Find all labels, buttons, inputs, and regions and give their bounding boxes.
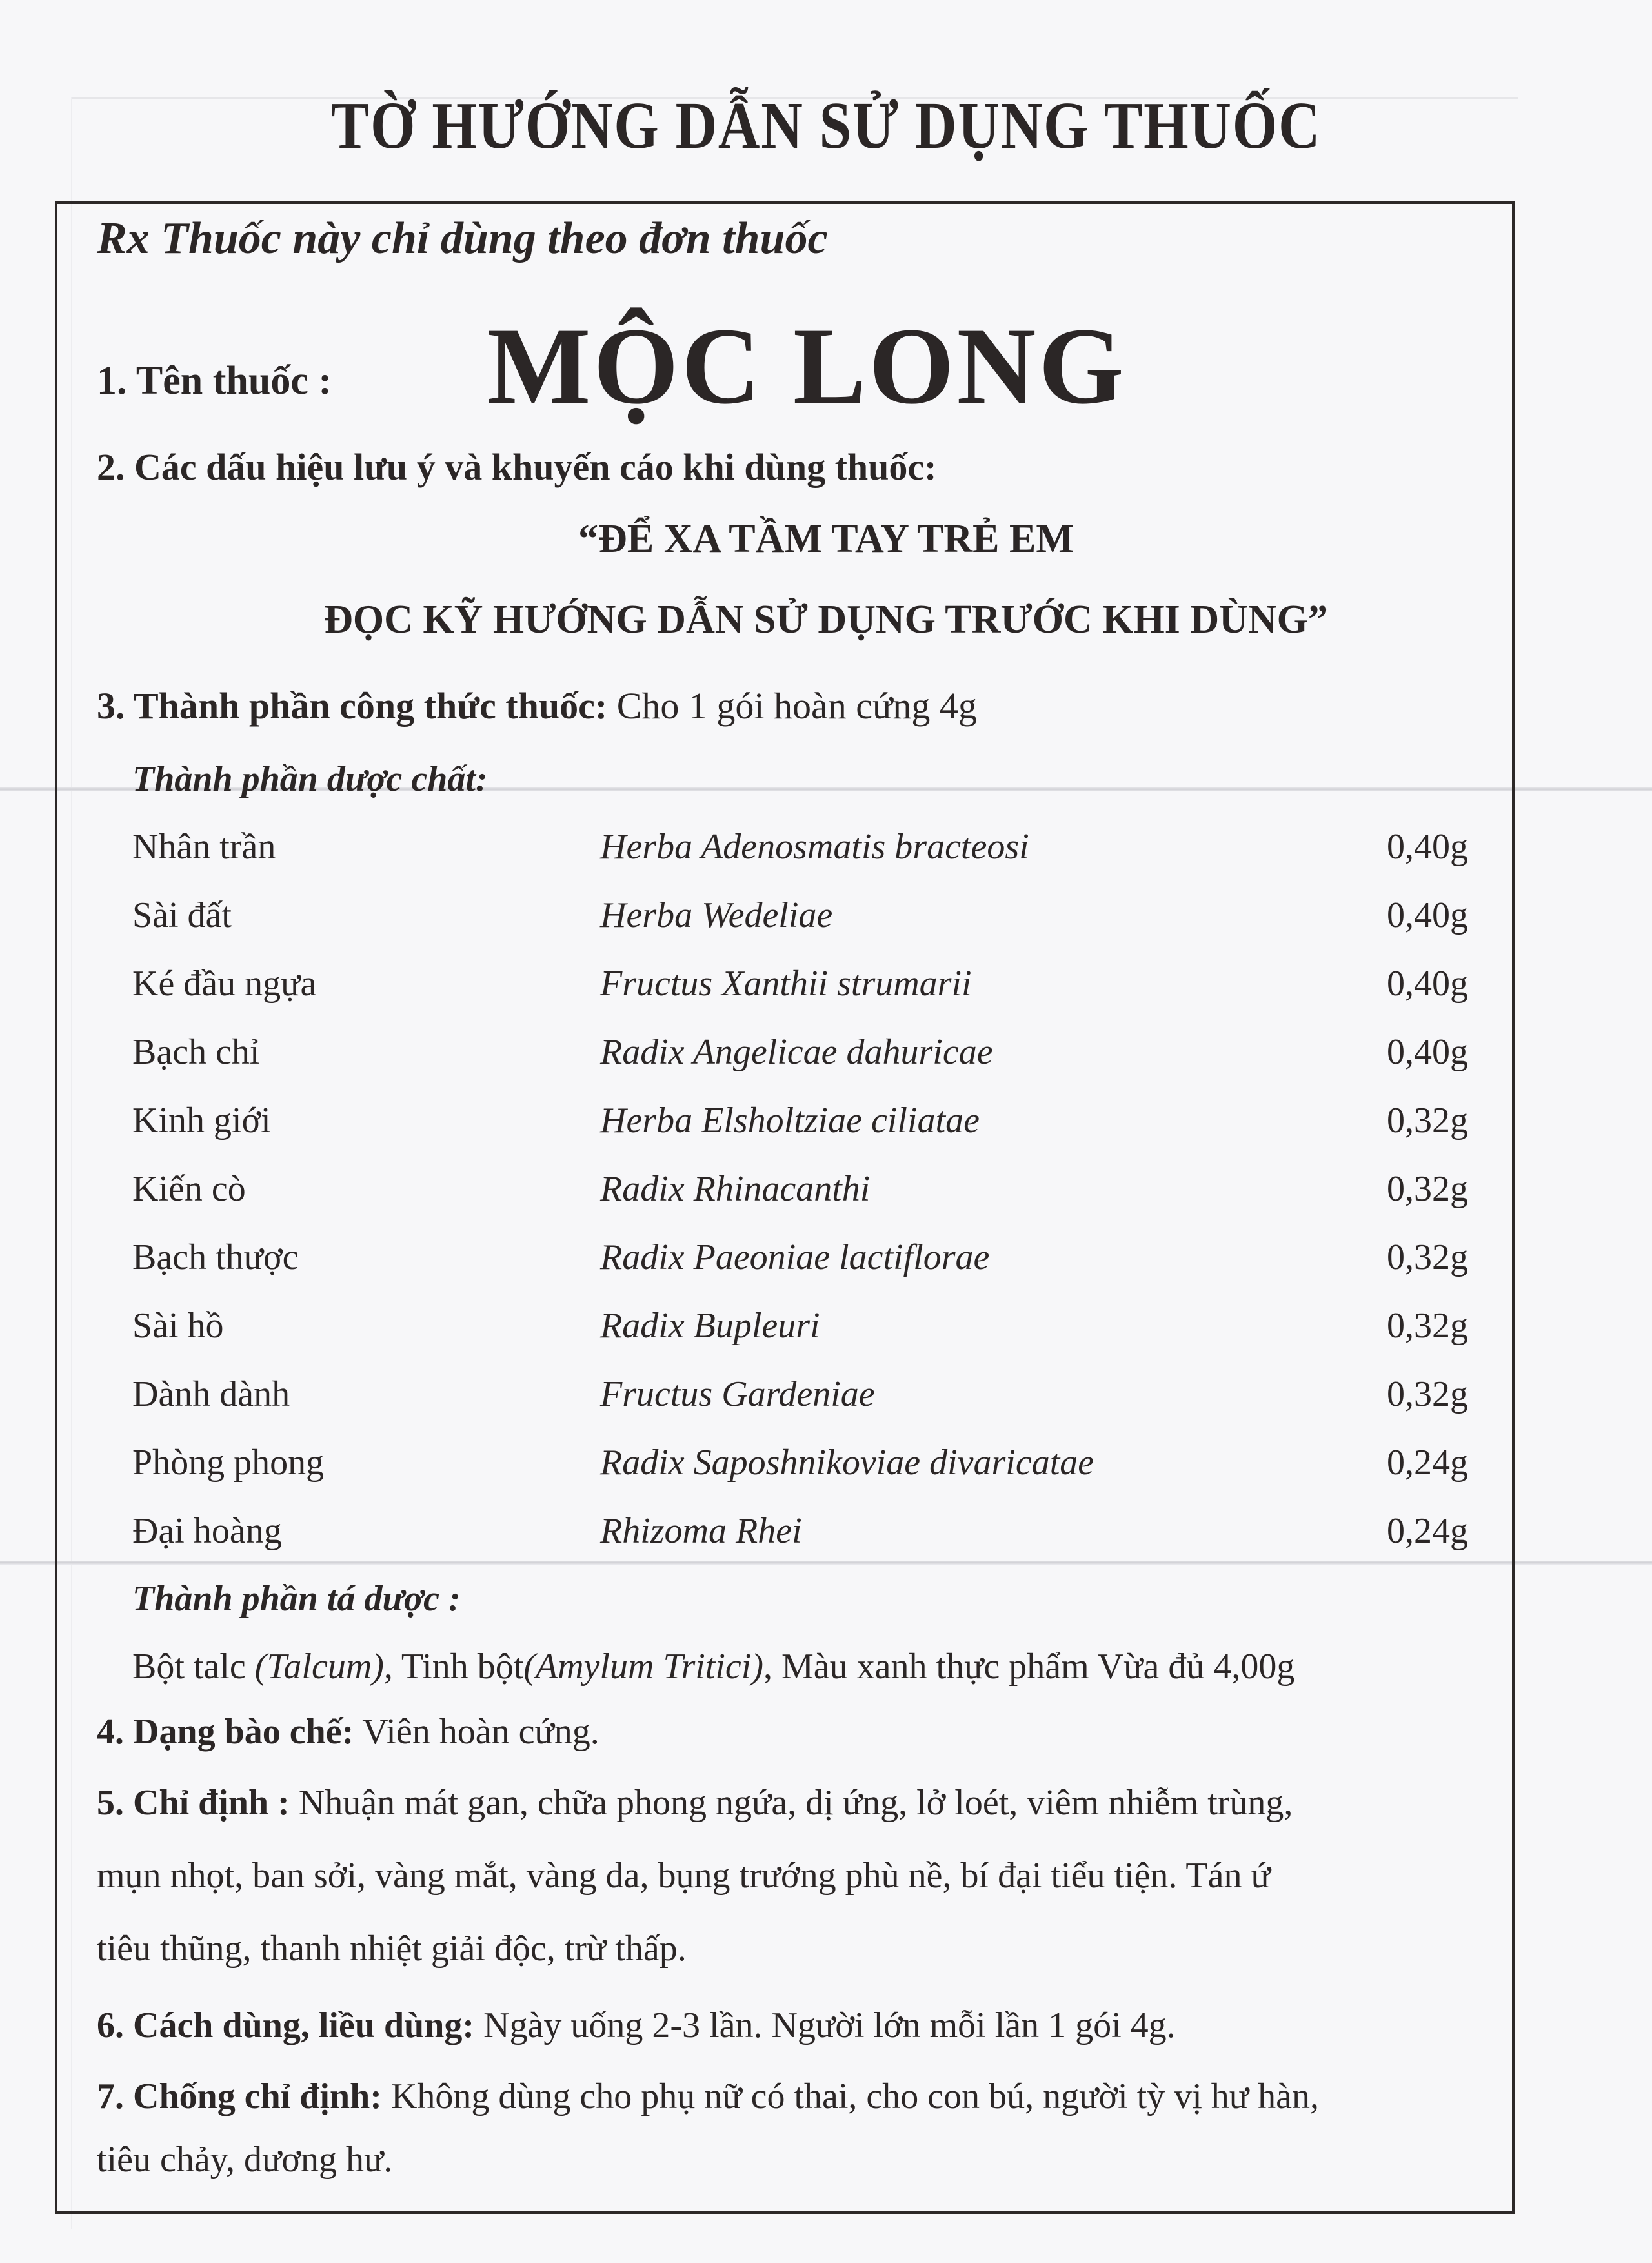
ingredient-latin-name: Rhizoma Rhei	[600, 1511, 802, 1551]
ingredient-vietnamese-name: Bạch chỉ	[132, 1032, 260, 1072]
ingredient-latin-name: Fructus Xanthii strumarii	[600, 964, 972, 1004]
ingredient-quantity: 0,40g	[1387, 1032, 1468, 1072]
prescription-note: Rx Thuốc này chỉ dùng theo đơn thuốc	[97, 214, 828, 263]
ingredient-vietnamese-name: Kinh giới	[132, 1101, 271, 1141]
ingredient-vietnamese-name: Nhân trần	[132, 827, 276, 867]
excipient-color-qty: , Màu xanh thực phẩm Vừa đủ 4,00g	[763, 1647, 1295, 1687]
excipient-starch: , Tinh bột	[383, 1647, 524, 1687]
section-4	[97, 1714, 1478, 1750]
ingredient-quantity: 0,32g	[1387, 1101, 1468, 1141]
ingredient-quantity: 0,24g	[1387, 1511, 1468, 1551]
section-5-line-1: Nhuận mát gan, chữa phong ngứa, dị ứng, lở loét, viêm nhiễm trùng,	[289, 1783, 1293, 1823]
section-7	[97, 2078, 1478, 2178]
ingredient-vietnamese-name: Kiến cò	[132, 1169, 246, 1209]
section-4-label: 4. Dạng bào chế:	[97, 1712, 354, 1752]
ingredient-quantity: 0,32g	[1387, 1237, 1468, 1277]
section-7-line-1: Không dùng cho phụ nữ có thai, cho con bú, người tỳ vị hư hàn,	[381, 2076, 1319, 2116]
ingredient-quantity: 0,32g	[1387, 1306, 1468, 1346]
ingredient-quantity: 0,32g	[1387, 1169, 1468, 1209]
excipient-talc: Bột talc	[132, 1647, 255, 1687]
section-5-label: 5. Chỉ định :	[97, 1783, 290, 1823]
ingredient-vietnamese-name: Sài hồ	[132, 1306, 224, 1346]
ingredient-latin-name: Radix Rhinacanthi	[600, 1169, 871, 1209]
ingredient-latin-name: Radix Saposhnikoviae divaricatae	[600, 1443, 1094, 1483]
section-3	[97, 684, 977, 727]
ingredient-row	[132, 1305, 1468, 1363]
ingredient-vietnamese-name: Sài đất	[132, 895, 232, 935]
ingredient-row	[132, 895, 1468, 953]
ingredient-vietnamese-name: Phòng phong	[132, 1443, 325, 1483]
ingredient-row	[132, 1031, 1468, 1090]
section-7-label: 7. Chống chỉ định:	[97, 2076, 382, 2116]
ingredient-row	[132, 1374, 1468, 1432]
section-5-line-2: mụn nhọt, ban sởi, vàng mắt, vàng da, bụng trướng phù nề, bí đại tiểu tiện. Tán ứ	[97, 1856, 1271, 1896]
warning-keep-away: “ĐỂ XA TẦM TAY TRẺ EM	[578, 517, 1074, 561]
section-3-value: Cho 1 gói hoàn cứng 4g	[616, 685, 977, 727]
ingredient-latin-name: Herba Elsholtziae ciliatae	[600, 1101, 980, 1141]
ingredient-latin-name: Radix Bupleuri	[600, 1306, 820, 1346]
ingredient-row	[132, 1237, 1468, 1295]
section-1-label: 1. Tên thuốc :	[97, 359, 332, 403]
ingredient-quantity: 0,40g	[1387, 895, 1468, 935]
excipients-line	[132, 1646, 1294, 1687]
ingredient-row	[132, 1168, 1468, 1226]
drug-name: MỘC LONG	[487, 305, 1127, 427]
ingredient-row	[132, 1442, 1468, 1500]
section-2-label: 2. Các dấu hiệu lưu ý và khuyến cáo khi dùng thuốc:	[97, 446, 937, 488]
ingredient-quantity: 0,32g	[1387, 1374, 1468, 1414]
ingredient-row	[132, 1510, 1468, 1568]
ingredient-row	[132, 963, 1468, 1021]
ingredient-latin-name: Radix Paeoniae lactiflorae	[600, 1237, 990, 1277]
section-7-line-2: tiêu chảy, dương hư.	[97, 2140, 393, 2180]
section-6	[97, 2007, 1478, 2044]
ingredient-latin-name: Fructus Gardeniae	[600, 1374, 875, 1414]
section-4-value: Viên hoàn cứng.	[354, 1712, 599, 1752]
section-5	[97, 1785, 1478, 1967]
section-5-line-3: tiêu thũng, thanh nhiệt giải độc, trừ thấp.	[97, 1929, 687, 1969]
excipients-heading: Thành phần tá dược :	[132, 1579, 461, 1619]
ingredient-vietnamese-name: Đại hoàng	[132, 1511, 282, 1551]
ingredient-vietnamese-name: Bạch thược	[132, 1237, 299, 1277]
ingredient-latin-name: Herba Adenosmatis bracteosi	[600, 827, 1029, 867]
excipient-starch-latin: (Amylum Tritici)	[523, 1647, 763, 1687]
section-3-label: 3. Thành phần công thức thuốc:	[97, 685, 608, 727]
ingredient-quantity: 0,40g	[1387, 827, 1468, 867]
ingredient-latin-name: Herba Wedeliae	[600, 895, 833, 935]
ingredient-row	[132, 1100, 1468, 1158]
ingredient-latin-name: Radix Angelicae dahuricae	[600, 1032, 993, 1072]
ingredient-row	[132, 826, 1468, 884]
section-6-value: Ngày uống 2-3 lần. Người lớn mỗi lần 1 gói 4g.	[474, 2005, 1176, 2045]
ingredient-vietnamese-name: Dành dành	[132, 1374, 290, 1414]
ingredient-quantity: 0,24g	[1387, 1443, 1468, 1483]
warning-read-instructions: ĐỌC KỸ HƯỚNG DẪN SỬ DỤNG TRƯỚC KHI DÙNG”	[324, 598, 1328, 642]
ingredient-quantity: 0,40g	[1387, 964, 1468, 1004]
section-6-label: 6. Cách dùng, liều dùng:	[97, 2005, 475, 2045]
active-ingredients-heading: Thành phần dược chất:	[132, 759, 488, 799]
document-title: TỜ HƯỚNG DẪN SỬ DỤNG THUỐC	[330, 88, 1322, 163]
ingredient-vietnamese-name: Ké đầu ngựa	[132, 964, 317, 1004]
excipient-talc-latin: (Talcum)	[254, 1647, 384, 1687]
